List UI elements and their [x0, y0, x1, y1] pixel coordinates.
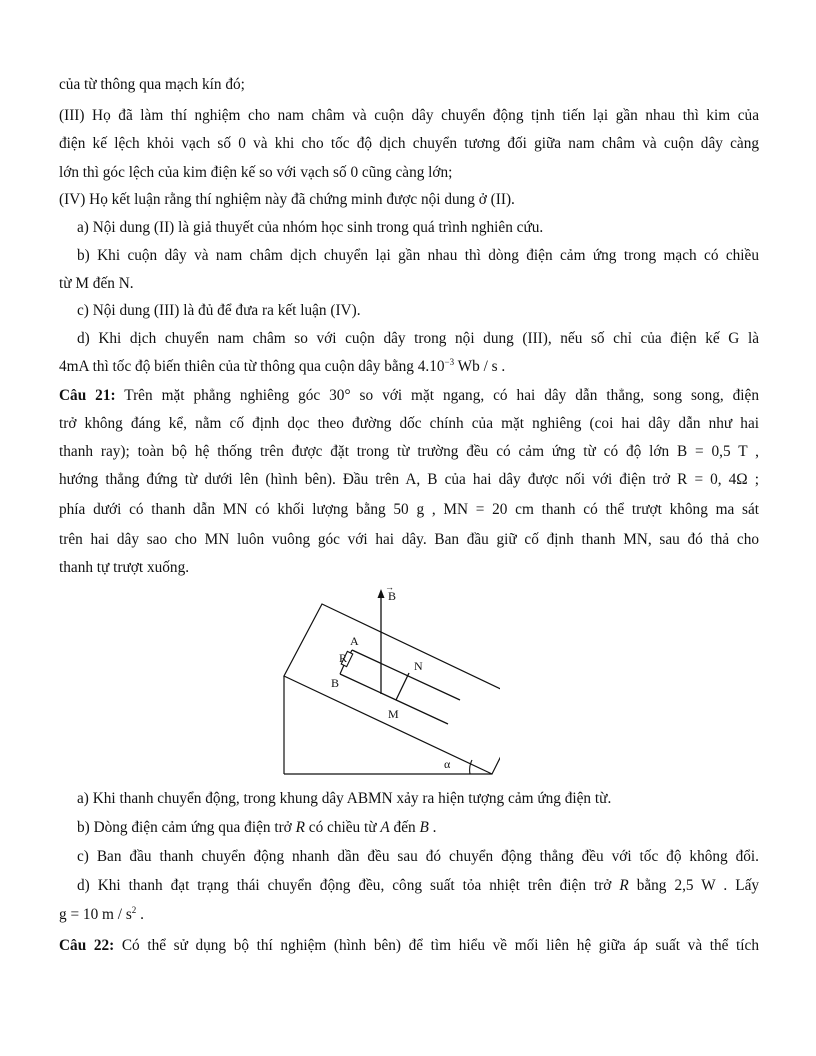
text-line — [59, 905, 759, 925]
text-line: điện kế lệch khỏi vạch số 0 và khi cho tốc độ dịch chuyển tương đối giữa nam châm và cuộn dây càng — [59, 135, 759, 152]
connector-wire — [340, 665, 344, 674]
question-label: Câu 22: — [59, 937, 115, 954]
vector-arrow-mark: → — [385, 584, 394, 592]
incline-slab-top — [284, 604, 500, 774]
option-c: c) Nội dung (III) là đủ để đưa ra kết luận (IV). — [77, 302, 361, 319]
option-d: d) Khi dịch chuyển nam châm so với cuộn dây trong nội dung (III), nếu số chỉ của điện kế G là — [77, 330, 759, 347]
text-line: phía dưới có thanh dẫn MN có khối lượng bằng 50 g , MN = 20 cm thanh có thể trượt không ma sát — [59, 501, 759, 518]
text-fragment: bằng 2,5 W . Lấy — [628, 877, 760, 894]
text-fragment: g = 10 m / s — [59, 906, 132, 923]
question-22-line — [59, 936, 759, 956]
text-fragment: . — [136, 906, 144, 923]
text-fragment: . — [428, 819, 437, 836]
text-line: thanh ray); toàn bộ hệ thống trên được đặt trong từ trường đều có cảm ứng từ có độ lớn B = 0,5 T , — [59, 443, 759, 460]
sliding-bar-mn — [396, 673, 409, 700]
label-m: M — [388, 707, 399, 721]
label-b-vector: B — [388, 589, 397, 603]
text-line: từ M đến N. — [59, 275, 134, 292]
rail-upper — [352, 650, 460, 700]
text-line: của từ thông qua mạch kín đó; — [59, 76, 245, 93]
question-label: Câu 21: — [59, 387, 116, 404]
symbol-b: B — [419, 819, 429, 836]
label-n: N — [414, 659, 423, 673]
text-fragment: 4mA thì tốc độ biến thiên của từ thông qua cuộn dây bằng 4.10 — [59, 358, 445, 375]
option-c: c) Ban đầu thanh chuyển động nhanh dần đều sau đó chuyển động thẳng đều với tốc độ không đổi. — [77, 848, 759, 865]
text-line — [59, 357, 759, 377]
arrow-head-icon — [378, 589, 385, 598]
text-fragment: b) Dòng điện cảm ứng qua điện trở — [77, 819, 296, 836]
text-line: trở không đáng kể, nằm cố định dọc theo đường dốc chính của mặt nghiêng (coi hai dây dẫn như hai — [59, 415, 759, 432]
text-line: (IV) Họ kết luận rằng thí nghiệm này đã chứng minh được nội dung ở (II). — [59, 191, 515, 208]
option-a: a) Khi thanh chuyển động, trong khung dây ABMN xảy ra hiện tượng cảm ứng điện từ. — [77, 790, 612, 807]
option-d — [77, 876, 759, 896]
label-r: R — [339, 651, 348, 665]
text-line: thanh tự trượt xuống. — [59, 559, 190, 576]
angle-arc — [470, 760, 472, 774]
text-fragment: Wb / s . — [454, 358, 506, 375]
symbol-r: R — [295, 819, 305, 836]
label-a: A — [350, 634, 359, 648]
option-a: a) Nội dung (II) là giả thuyết của nhóm học sinh trong quá trình nghiên cứu. — [77, 219, 544, 236]
text-line: lớn thì góc lệch của kim điện kế so với vạch số 0 cũng càng lớn; — [59, 164, 453, 181]
text-line: (III) Họ đã làm thí nghiệm cho nam châm và cuộn dây chuyển động tịnh tiến lại gần nhau thì kim của — [59, 107, 759, 124]
text-fragment: Trên mặt phẳng nghiêng góc 30° so với mặt ngang, có hai dây dẫn thẳng, song song, điện — [115, 387, 759, 404]
label-b: B — [331, 676, 340, 690]
option-b: b) Khi cuộn dây và nam châm dịch chuyển lại gần nhau thì dòng điện cảm ứng trong mạch có chiều — [77, 247, 759, 264]
question-21-line — [59, 386, 759, 406]
inclined-rails-figure — [280, 584, 500, 780]
exponent: 2 — [131, 905, 137, 915]
text-line: hướng thẳng đứng từ dưới lên (hình bên). Đầu trên A, B của hai dây được nối với điện trở R = 0, 4Ω ; — [59, 471, 759, 488]
label-alpha: α — [444, 757, 451, 771]
exponent: −3 — [444, 357, 455, 367]
text-line: trên hai dây sao cho MN luôn vuông góc với hai dây. Ban đầu giữ cố định thanh MN, sau đó thả cho — [59, 531, 759, 548]
text-fragment: Có thể sử dụng bộ thí nghiệm (hình bên) để tìm hiểu về mối liên hệ giữa áp suất và thể tích — [114, 937, 759, 954]
text-fragment: có chiều từ — [304, 819, 381, 836]
option-b — [77, 818, 759, 838]
text-fragment: d) Khi thanh đạt trạng thái chuyển động đều, công suất tỏa nhiệt trên điện trở — [77, 877, 620, 894]
symbol-r: R — [619, 877, 629, 894]
text-fragment: đến — [389, 819, 420, 836]
symbol-a: A — [380, 819, 390, 836]
